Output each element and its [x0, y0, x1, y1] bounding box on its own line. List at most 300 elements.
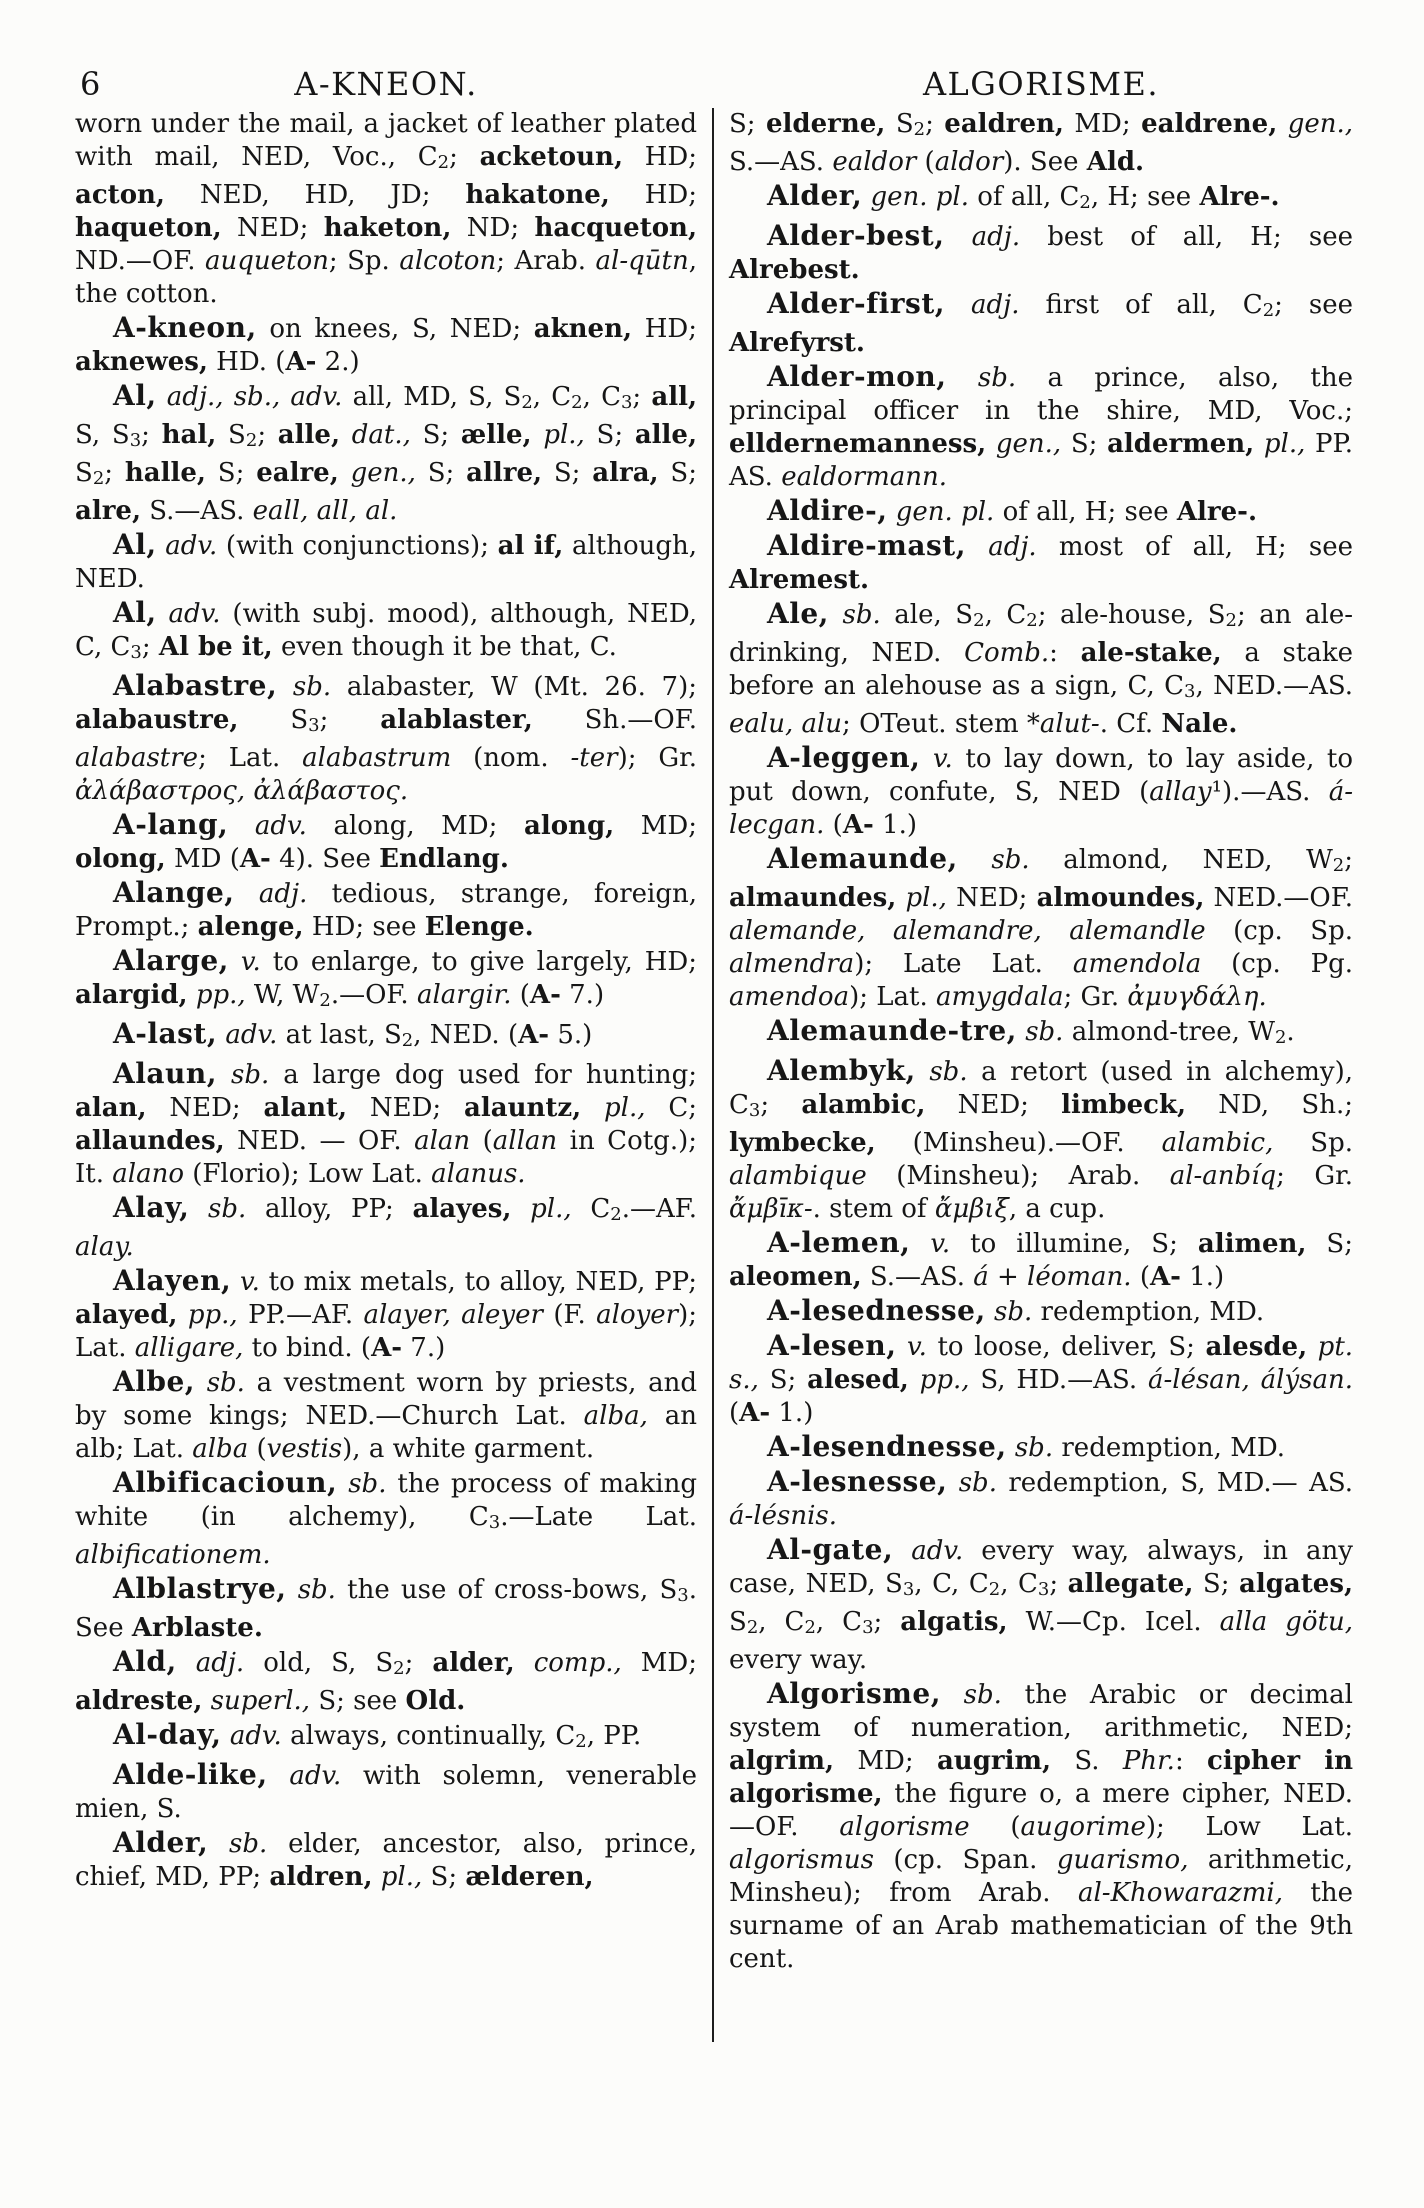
body-text: HD; [632, 314, 698, 344]
body-text: worn under the mail, a jacket of leather plated with mail, NED, Voc., C2; [75, 109, 697, 173]
body-text: an alb; Lat. [75, 1401, 697, 1464]
body-text: ; Gr. [1063, 982, 1128, 1012]
italic-text: dat., [351, 420, 411, 450]
bold-variant: algatis, [900, 1607, 1008, 1637]
body-text: HD; see [303, 912, 425, 942]
bold-variant: acton, [75, 180, 165, 210]
bold-variant: all, [651, 382, 698, 412]
reference-digit: 2 [1225, 610, 1237, 631]
body-text [228, 811, 255, 841]
body-text: every way. [729, 1645, 868, 1675]
dictionary-entry [75, 1572, 697, 1645]
body-text: (Florio); Low Lat. [183, 1159, 432, 1189]
italic-text: alemande, alemandre, alemandle [729, 916, 1206, 946]
bold-variant: aldren, [269, 1862, 373, 1892]
reference-digit: 2 [973, 610, 985, 631]
body-text: 1.) [770, 1398, 814, 1428]
bold-variant: aldermen, [1107, 429, 1255, 459]
body-text: alloy, PP; [246, 1194, 413, 1224]
dictionary-entry [75, 808, 697, 876]
italic-text: alligare, [134, 1333, 244, 1363]
reference-digit: 3 [129, 430, 142, 451]
italic-text: pp., [187, 1300, 238, 1330]
dictionary-entry [729, 219, 1353, 287]
reference-digit: 3 [1037, 1579, 1050, 1600]
body-text: ( [1131, 1262, 1150, 1292]
body-text: W, W2.—OF. [245, 980, 417, 1011]
body-text: HD; [609, 180, 698, 210]
body-text [893, 1536, 911, 1566]
italic-text: gen., [995, 429, 1062, 459]
body-text: S; [542, 458, 593, 488]
body-text: alabaster, W (Mt. 26. 7); [331, 672, 698, 702]
body-text [947, 363, 978, 393]
bold-variant: aleomen, [729, 1262, 862, 1292]
body-text: ); Gr. [617, 743, 697, 773]
entry-headword: Al, [113, 596, 157, 629]
dictionary-entry [729, 1294, 1353, 1329]
body-text: MD ( [165, 844, 240, 874]
body-text: S; [729, 109, 767, 139]
dictionary-entry [729, 494, 1353, 529]
italic-text: gen., [1287, 109, 1354, 139]
italic-text: adv. [229, 1721, 282, 1751]
body-text: arithmetic, Minsheu); from Arab. [729, 1845, 1353, 1908]
italic-text: comp., [533, 1648, 622, 1678]
body-text: ( [969, 1812, 1021, 1842]
body-text: ( [470, 1126, 493, 1156]
italic-text: allay [1149, 777, 1212, 807]
italic-text: á + léoman. [973, 1262, 1132, 1292]
body-text [986, 1297, 994, 1327]
body-text: the surname of an Arab mathematician of the 9th cent. [729, 1878, 1353, 1974]
body-text [340, 420, 352, 450]
body-text [235, 879, 259, 909]
body-text: redemption, MD. [1053, 1433, 1286, 1463]
body-text: HD; [623, 142, 698, 172]
body-text: best of all, H; see [1020, 222, 1353, 252]
italic-text: sb. [1014, 1433, 1054, 1463]
body-text: every way, always, in any case, NED, S3, C, C2, C3; [729, 1536, 1353, 1600]
entry-headword: A-leggen, [767, 741, 921, 774]
reference-digit: 2 [245, 430, 258, 451]
bold-variant: alesed, [807, 1365, 909, 1395]
bold-variant: alder, [432, 1648, 515, 1678]
entry-headword: Alange, [113, 876, 235, 909]
bold-variant: lymbecke, [729, 1128, 876, 1158]
body-text [515, 1648, 534, 1678]
bold-variant: olong, [75, 844, 166, 874]
bold-variant: almaundes, [729, 883, 897, 913]
italic-text: sb. [292, 672, 332, 702]
italic-text: sb. [229, 1829, 268, 1859]
body-text [229, 947, 241, 977]
body-text: MD; [834, 1746, 937, 1776]
italic-text: algorismus [729, 1845, 874, 1875]
italic-text: alba, [583, 1401, 648, 1431]
body-text [1017, 1017, 1025, 1047]
italic-text: alambique [729, 1161, 867, 1191]
entry-headword: Alde-like, [113, 1758, 268, 1791]
entry-headword: A-last, [113, 1017, 218, 1050]
bold-variant: aknewes, [75, 347, 208, 377]
entry-headword: Alarge, [113, 944, 229, 977]
dictionary-entry [729, 1533, 1353, 1677]
dictionary-entry [729, 1329, 1353, 1430]
body-text: ¹).—AS. [1211, 777, 1329, 807]
italic-text: alla götu, [1219, 1607, 1354, 1637]
dictionary-entry [75, 1017, 697, 1057]
body-text: NED, HD, JD; [164, 180, 466, 210]
body-text [157, 531, 166, 561]
body-text: ), a white garment. [342, 1434, 595, 1464]
italic-text: sb. [963, 1680, 1002, 1710]
body-text: to enlarge, to give largely, HD; [260, 947, 698, 977]
bold-variant: alambic, [801, 1090, 926, 1120]
body-text: S; [1061, 429, 1108, 459]
italic-text: v. [932, 744, 953, 774]
body-text: always, continually, C2, PP. [281, 1721, 642, 1752]
bold-variant: ælderen, [465, 1862, 594, 1892]
reference-digit: 2 [319, 990, 331, 1011]
dictionary-entry [75, 1365, 697, 1466]
reference-digit: 2 [575, 1731, 587, 1752]
body-text: all, MD, S, S2, C2, C3; [342, 382, 652, 413]
body-text: ). See [1003, 147, 1087, 177]
body-text: NED; [146, 1093, 264, 1123]
bold-variant: Arblaste. [131, 1613, 263, 1643]
bold-variant: ealdrene, [1141, 109, 1278, 139]
entry-headword: Aldire-, [767, 494, 888, 527]
entry-headword: Alder, [113, 1826, 209, 1859]
dictionary-entry [729, 1430, 1353, 1465]
italic-text: alut- [1039, 709, 1100, 739]
body-text: elder, ancestor, also, prince, chief, MD, PP; [75, 1829, 697, 1892]
reference-digit: 2 [1079, 192, 1091, 213]
bold-variant: along, [523, 811, 615, 841]
entry-headword: Alder, [767, 179, 863, 212]
reference-digit: 3 [677, 1585, 689, 1606]
reference-digit: 2 [401, 1030, 414, 1051]
reference-digit: 2 [437, 152, 450, 173]
italic-text: sb. [958, 1468, 997, 1498]
bold-variant: limbeck, [1061, 1090, 1187, 1120]
bold-variant: allaundes, [75, 1126, 225, 1156]
body-text: a large dog used for hunting; [269, 1060, 697, 1090]
bold-variant: Ald. [1086, 147, 1145, 177]
body-text: most of all, H; see [1036, 532, 1353, 562]
body-text: 1.) [873, 810, 918, 840]
dictionary-entry [729, 1226, 1353, 1294]
entry-headword: Ale, [767, 597, 829, 630]
dictionary-entry [729, 108, 1353, 179]
body-text [896, 1332, 907, 1362]
body-text [157, 382, 167, 412]
italic-text: á-lésan, álýsan. [1147, 1365, 1354, 1395]
entry-headword: Albificacioun, [113, 1466, 338, 1499]
bold-variant: al if, [497, 531, 564, 561]
left-column [75, 108, 697, 1894]
body-text: 2.) [316, 347, 360, 377]
body-text [1007, 1433, 1015, 1463]
italic-text: adj. [971, 222, 1021, 252]
italic-text: alabastrum [302, 743, 452, 773]
italic-text: pl., [905, 883, 947, 913]
body-text: 7.) [560, 980, 605, 1010]
entry-headword: Ald, [113, 1645, 177, 1678]
reference-digit: 2 [913, 119, 926, 140]
body-text: NED. — OF. [224, 1126, 415, 1156]
entry-headword: Albe, [113, 1365, 196, 1398]
italic-text: alargir. [416, 980, 512, 1010]
body-text: MD; [1063, 109, 1142, 139]
body-text: NED; [221, 213, 324, 243]
body-text: redemption, S, MD.— AS. [996, 1468, 1353, 1498]
body-text: even though it be that, C. [272, 632, 617, 662]
italic-text: ealdor [832, 147, 917, 177]
body-text [217, 1060, 231, 1090]
entry-headword: Alder-mon, [767, 360, 947, 393]
body-text [222, 1721, 230, 1751]
bold-variant: cipher in algorisme, [729, 1746, 1353, 1809]
body-text [277, 672, 293, 702]
italic-text: adj. [971, 290, 1020, 320]
body-text: MD; [614, 811, 697, 841]
dictionary-entry [729, 1465, 1353, 1533]
bold-variant: alargid, [75, 980, 188, 1010]
italic-text: adj. [195, 1648, 245, 1678]
bold-variant: A- [518, 1020, 550, 1050]
body-text: S; [415, 458, 467, 488]
body-text: (with conjunctions); [217, 531, 498, 561]
reference-digit: 3 [620, 392, 633, 413]
italic-text: augorime [1020, 1812, 1146, 1842]
dictionary-entry [75, 1826, 697, 1894]
italic-text: adj., sb., adv. [166, 382, 343, 412]
body-text: with solemn, venerable mien, S. [75, 1761, 697, 1824]
column-divider-rule [712, 108, 714, 2042]
body-text: the use of cross-bows, S3. See [75, 1575, 697, 1643]
dictionary-entry [729, 360, 1353, 494]
body-text: of all, H; see [994, 497, 1177, 527]
italic-text: pl., [543, 420, 585, 450]
entry-headword: A-lesendnesse, [767, 1430, 1007, 1463]
bold-variant: augrim, [936, 1746, 1052, 1776]
body-text: ); Late Lat. [854, 949, 1073, 979]
body-text: ( [824, 810, 843, 840]
body-text: old, S, S2; [244, 1648, 433, 1679]
bold-variant: almoundes, [1036, 883, 1205, 913]
bold-variant: alimen, [1197, 1229, 1307, 1259]
entry-headword: Alemaunde, [767, 842, 958, 875]
reference-digit: 2 [1262, 300, 1275, 321]
bold-variant: hal, [161, 420, 217, 450]
entry-headword: Alembyk, [767, 1054, 916, 1087]
italic-text: v. [907, 1332, 927, 1362]
body-text: ); Low Lat. [1145, 1812, 1353, 1842]
dictionary-entry [75, 669, 697, 808]
bold-variant: alle, [634, 420, 698, 450]
body-text [1307, 1332, 1318, 1362]
bold-variant: ælle, [460, 420, 532, 450]
italic-text: allan [492, 1126, 558, 1156]
italic-text: -ter [570, 743, 618, 773]
dictionary-entry [75, 1758, 697, 1826]
bold-variant: Alremest. [729, 565, 870, 595]
body-text: S; [410, 420, 461, 450]
bold-variant: alauntz, [464, 1093, 582, 1123]
body-text: S, S3; [75, 420, 162, 451]
italic-text: algorisme [839, 1812, 970, 1842]
bold-variant: Endlang. [379, 844, 509, 874]
body-text: ; OTeut. stem * [842, 709, 1040, 739]
body-text [177, 1648, 196, 1678]
body-text: ND.—OF. [75, 246, 205, 276]
italic-text: alabastre [75, 743, 199, 773]
body-text: (cp. Pg. [1201, 949, 1354, 979]
right-column [729, 108, 1353, 1976]
italic-text: aldor [934, 147, 1004, 177]
body-text: S; [205, 458, 257, 488]
italic-text: sb. [297, 1575, 336, 1605]
bold-variant: hakatone, [465, 180, 610, 210]
bold-variant: ale-stake, [1080, 638, 1222, 668]
italic-text: sb. [977, 363, 1017, 393]
greek-text: ἄμβιξ [934, 1194, 1009, 1224]
body-text: (nom. [451, 743, 571, 773]
body-text: S.—AS. [729, 147, 833, 177]
body-text: S; [758, 1365, 808, 1395]
entry-headword: Alblastrye, [113, 1572, 287, 1605]
bold-variant: acketoun, [479, 142, 624, 172]
italic-text: adv. [254, 811, 307, 841]
bold-variant: Alrefyrst. [729, 328, 865, 358]
body-text: to lay down, to lay aside, to put down, confute, S, NED ( [729, 744, 1354, 807]
reference-digit: 2 [1332, 855, 1345, 876]
italic-text: Comb. [964, 638, 1050, 668]
bold-variant: A- [239, 844, 271, 874]
body-text [189, 1194, 208, 1224]
italic-text: sb. [348, 1469, 387, 1499]
italic-text: adv. [225, 1020, 278, 1050]
body-text: NED; [347, 1093, 465, 1123]
italic-text: gen., [350, 458, 416, 488]
body-text: almond-tree, W2. [1063, 1017, 1295, 1048]
body-text: PP.—AF. [237, 1300, 364, 1330]
body-text: . stem of [812, 1194, 935, 1224]
entry-headword: A-lesen, [767, 1329, 897, 1362]
body-text [581, 1093, 604, 1123]
bold-variant: algrim, [729, 1746, 835, 1776]
italic-text: alano [112, 1159, 184, 1189]
reference-digit: 2 [393, 1658, 405, 1679]
italic-text: superl., [210, 1686, 311, 1716]
dictionary-entry [75, 1718, 697, 1758]
body-text [208, 1829, 229, 1859]
italic-text: adv. [165, 531, 218, 561]
entry-headword: Alaun, [113, 1057, 217, 1090]
bold-variant: alabaustre, [75, 705, 239, 735]
italic-text: v. [240, 947, 261, 977]
italic-text: gen. pl. [895, 497, 995, 527]
body-text [532, 420, 544, 450]
italic-text: alcoton [399, 246, 497, 276]
dictionary-entry [75, 944, 697, 1017]
body-text: S; [1193, 1569, 1240, 1599]
body-text [373, 1862, 381, 1892]
reference-digit: 2 [804, 1617, 816, 1638]
body-text: ; Sp. [328, 246, 400, 276]
body-text [337, 1469, 348, 1499]
reference-digit: 3 [488, 1512, 501, 1533]
bold-variant: A- [285, 347, 317, 377]
bold-variant: ealre, [256, 458, 339, 488]
bold-variant: alre, [75, 496, 142, 526]
body-text: a retort (used in alchemy), C3; [729, 1057, 1354, 1121]
body-text: ND, Sh.; [1186, 1090, 1353, 1120]
body-text: tedious, strange, foreign, Prompt.; [75, 879, 697, 942]
dictionary-entry [75, 528, 697, 596]
bold-variant: haqueton, [75, 213, 222, 243]
body-text: a vestment worn by priests, and by some kings; NED.—Church Lat. [75, 1368, 698, 1431]
italic-text: adv. [168, 599, 221, 629]
body-text: S.—AS. [141, 496, 253, 526]
bold-variant: A- [842, 810, 874, 840]
entry-headword: Alay, [113, 1191, 190, 1224]
entry-headword: Al-day, [113, 1718, 222, 1751]
italic-text: adj. [988, 532, 1037, 562]
body-text [986, 429, 996, 459]
entry-headword: Alder-first, [767, 287, 946, 320]
italic-text: amygdala [936, 982, 1064, 1012]
italic-text: alba [192, 1434, 249, 1464]
italic-text: amendola [1072, 949, 1202, 979]
bold-variant: ealdren, [944, 109, 1064, 139]
italic-text: pp., [919, 1365, 970, 1395]
body-text [909, 1365, 920, 1395]
bold-variant: elderne, [766, 109, 886, 139]
italic-text: sb. [993, 1297, 1033, 1327]
body-text: ( [729, 1398, 740, 1428]
dictionary-entry [729, 1054, 1353, 1226]
body-text: S2; [228, 420, 278, 451]
body-text: at last, S2, NED. ( [277, 1020, 519, 1051]
running-title-left: A-KNEON. [294, 65, 478, 103]
dictionary-entry [729, 1677, 1353, 1976]
body-text [287, 1575, 298, 1605]
body-text [910, 1229, 930, 1259]
body-text: ND; [451, 213, 535, 243]
body-text: MD; [621, 1648, 698, 1678]
bold-variant: haketon, [323, 213, 452, 243]
body-text: ); Lat. [849, 982, 937, 1012]
entry-headword: Alabastre, [113, 669, 278, 702]
body-text [920, 744, 933, 774]
bold-variant: alesde, [1205, 1332, 1308, 1362]
italic-text: sb. [991, 845, 1030, 875]
italic-text: adj. [258, 879, 308, 909]
bold-variant: Alrebest. [729, 255, 860, 285]
dictionary-entry [729, 597, 1353, 741]
dictionary-entry [729, 842, 1353, 1014]
body-text: (cp. Sp. [1205, 916, 1353, 946]
italic-text: alayer, aleyer [363, 1300, 543, 1330]
reference-digit: 2 [1026, 610, 1038, 631]
body-text: almond, NED, W2; [1029, 845, 1354, 876]
body-text [195, 1368, 207, 1398]
bold-variant: allre, [466, 458, 543, 488]
body-text: S; [422, 1862, 466, 1892]
